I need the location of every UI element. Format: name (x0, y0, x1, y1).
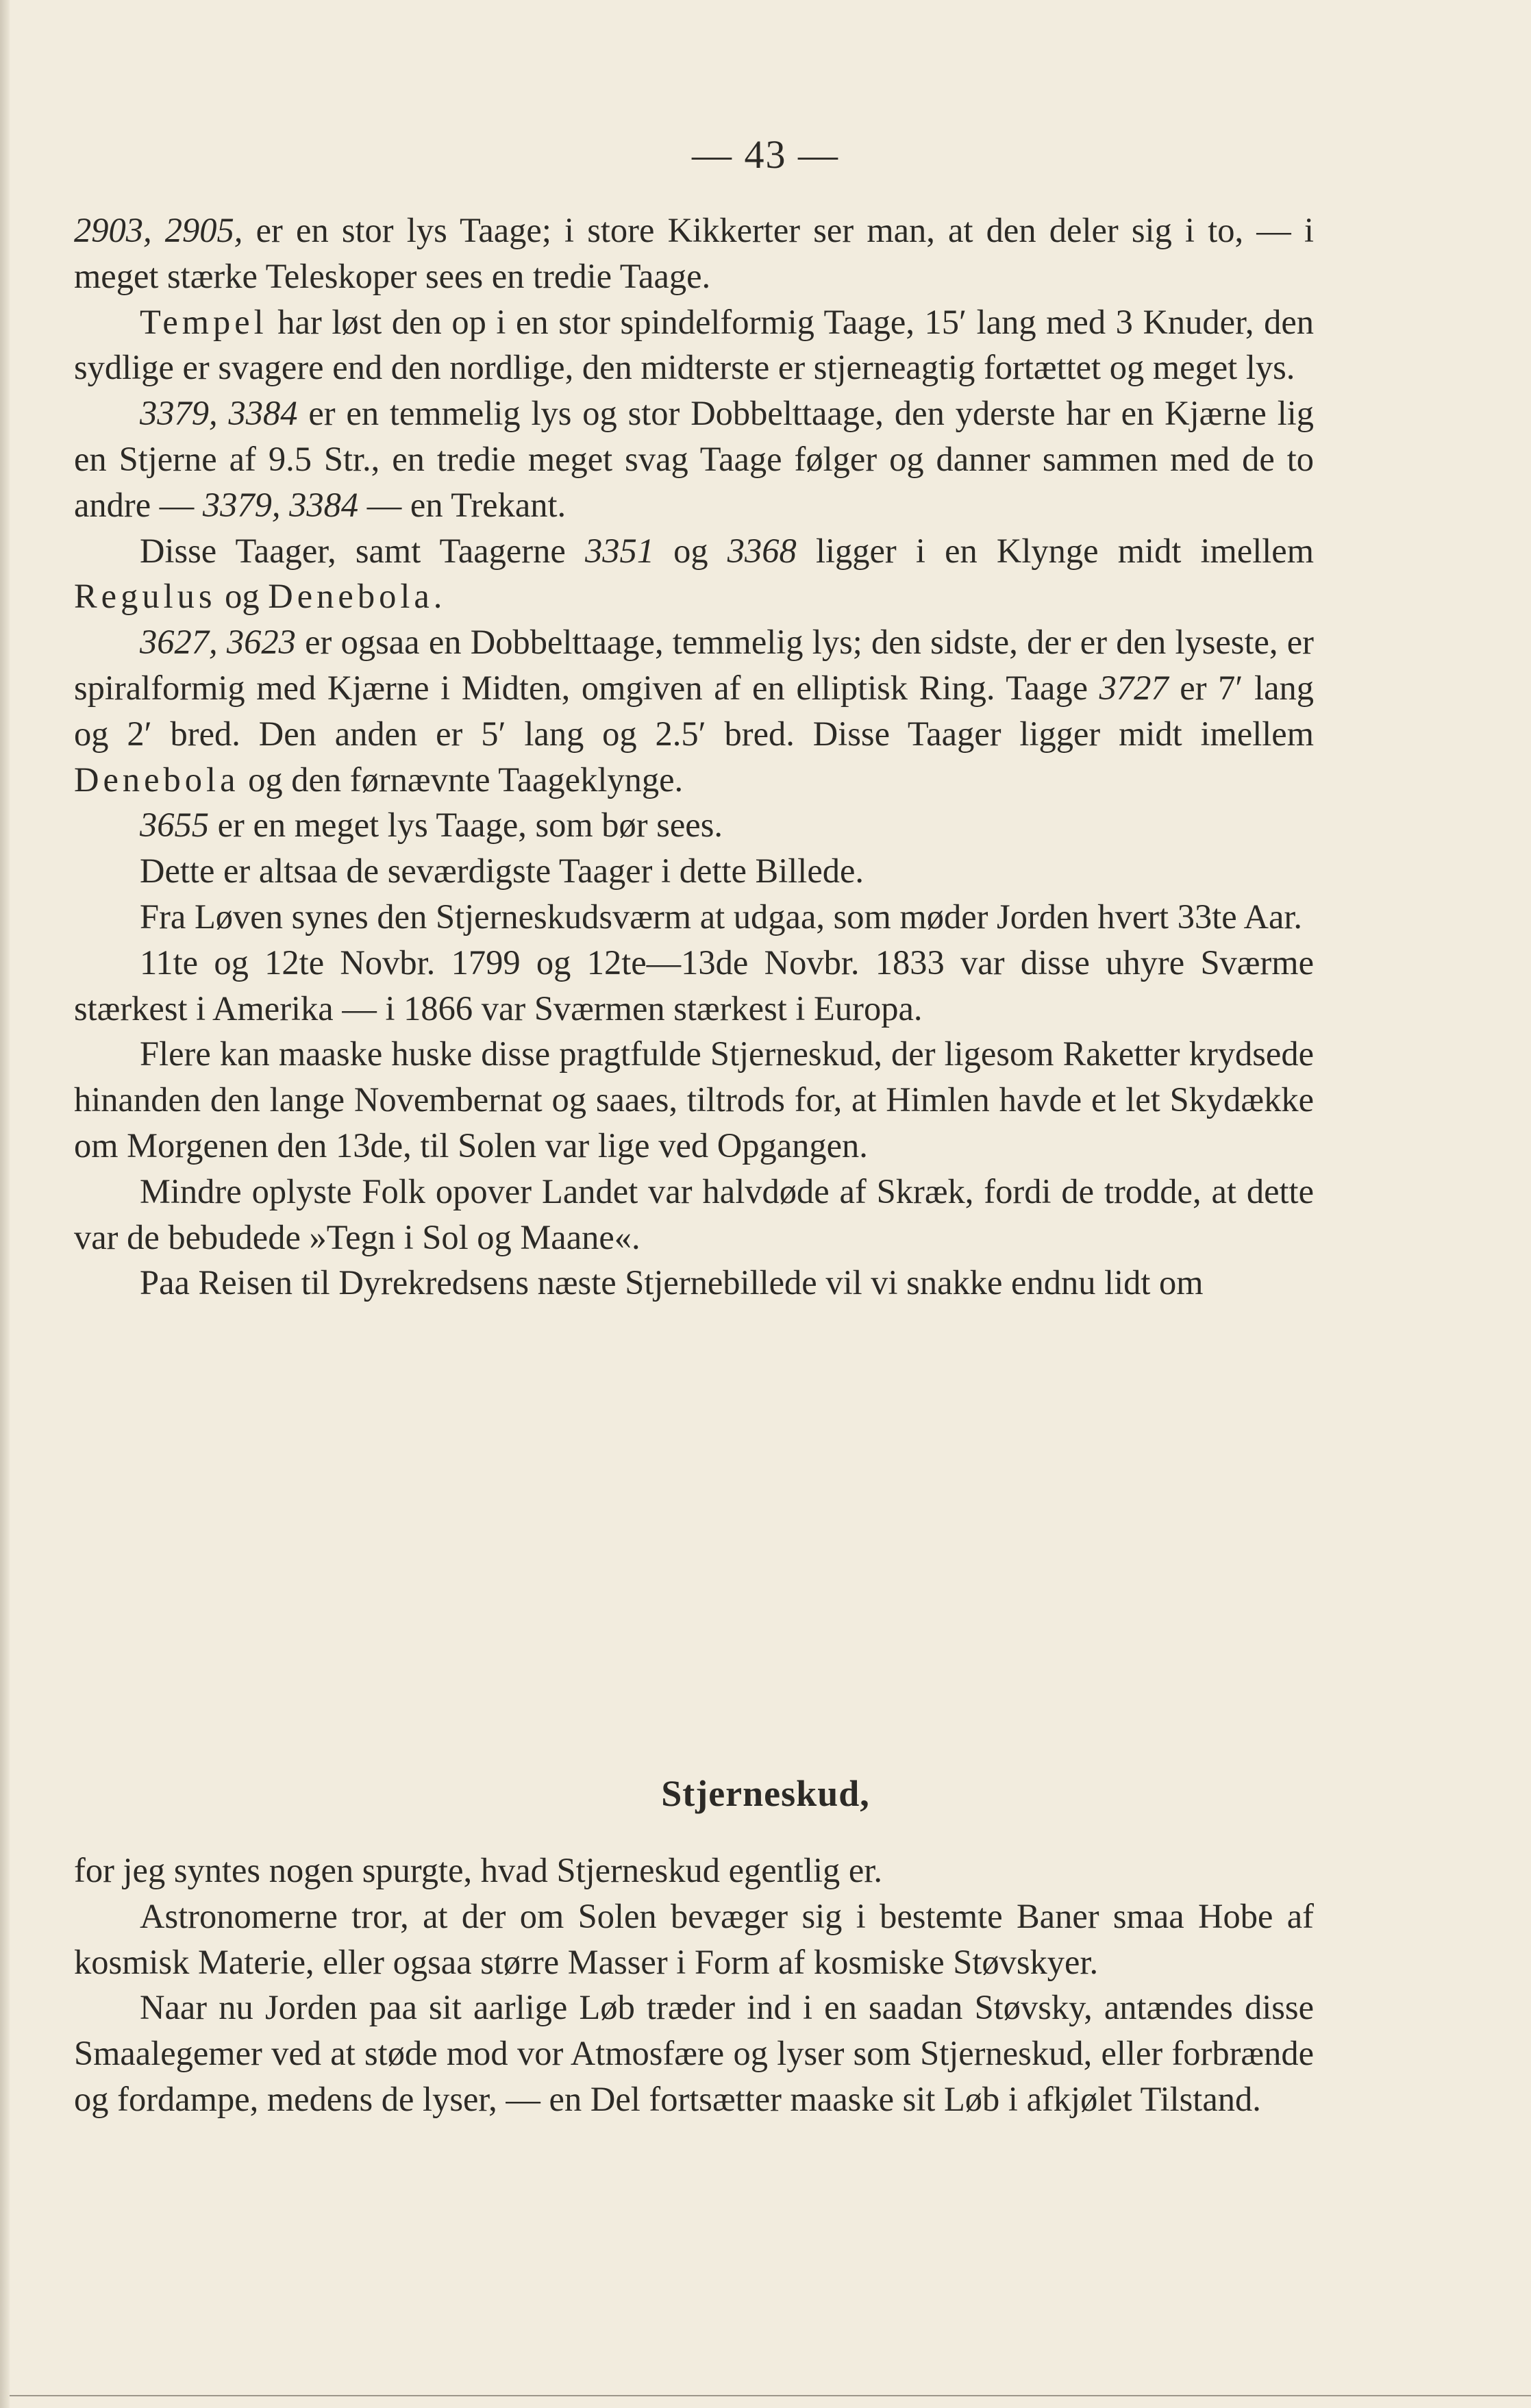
paragraph-10: Flere kan maaske huske disse pragtfulde Stjerneskud, der ligesom Raketter krydsede hinanden den lange Novembernat og saaes, tiltrods for, at Himlen havde et let Skydække om Morgenen den 13de, til Solen var lige ved Opgangen. (74, 1034, 1314, 1165)
paragraph-5 (74, 619, 1314, 802)
catalog-ref: 3351 (584, 531, 654, 570)
page-bottom-rule (10, 2395, 1531, 2396)
catalog-ref: 3727 (1099, 668, 1169, 707)
paragraph-2 (74, 299, 1314, 391)
paragraph-text: er ogsaa en Dobbelttaage, temmelig lys; den sidste, der er den lyseste, er spiralformig med Kjærne i Midten, omgiven af en elliptisk Ring. Taage (74, 623, 1314, 707)
star-name: Denebola (74, 760, 240, 799)
paragraph-13: for jeg syntes nogen spurgte, hvad Stjerneskud egentlig er. (74, 1851, 882, 1889)
paragraph-8: Fra Løven synes den Stjerneskudsværm at udgaa, som møder Jorden hvert 33te Aar. (140, 897, 1303, 936)
paragraph-text: Disse Taager, samt Taagerne (140, 531, 585, 570)
paragraph-7: Dette er altsaa de seværdigste Taager i dette Billede. (140, 852, 864, 891)
section-heading: Stjerneskud, (661, 1773, 870, 1814)
person-name: Tempel (140, 302, 268, 341)
paragraph-text: og (216, 577, 269, 616)
catalog-ref: 2903, 2905, (74, 211, 243, 249)
paragraph-text: er en meget lys Taage, som bør sees. (209, 806, 723, 845)
paragraph-4 (74, 528, 1314, 620)
paragraph-text: . (433, 577, 443, 616)
paragraph-14: Astronomerne tror, at der om Solen bevæger sig i bestemte Baner smaa Hobe af kosmisk Materie, eller ogsaa større Masser i Form af kosmiske Støvskyer. (74, 1896, 1314, 1981)
paragraph-text: er en stor lys Taage; i store Kikkerter ser man, at den deler sig i to, — i meget stærke Teleskoper sees en tredie Taage. (74, 211, 1315, 295)
page-binding-edge (0, 0, 10, 2408)
paragraph-text: ligger i en Klynge midt imellem (796, 531, 1314, 570)
paragraph-text: og (654, 531, 727, 570)
section-shooting-stars-text (74, 1848, 1314, 2122)
star-name: Denebola (268, 577, 434, 616)
paragraph-12: Paa Reisen til Dyrekredsens næste Stjernebillede vil vi snakke endnu lidt om (140, 1263, 1204, 1302)
paragraph-text: er 7′ lang og 2′ bred. Den anden er 5′ lang og 2.5′ bred. Disse Taager ligger midt imellem (74, 668, 1314, 753)
paragraph-text: er en temmelig lys og stor Dobbelttaage, den yderste har en Kjærne lig en Stjerne af 9.5 Str., en tredie meget svag Taage følger og danner sammen med de to andre — (74, 394, 1314, 524)
catalog-ref: 3368 (727, 531, 797, 570)
catalog-ref: 3379, 3384 (140, 394, 298, 433)
paragraph-1 (74, 208, 1314, 299)
paragraph-9: 11te og 12te Novbr. 1799 og 12te—13de Novbr. 1833 var disse uhyre Sværme stærkest i Amerika — i 1866 var Sværmen stærkest i Europa. (74, 943, 1314, 1028)
catalog-ref: 3627, 3623 (140, 623, 296, 662)
paragraph-15: Naar nu Jorden paa sit aarlige Løb træder ind i en saadan Støvsky, antændes disse Smaalegemer ved at støde mod vor Atmosfære og lyser som Stjerneskud, eller forbrænde og fordampe, medens de lyser, — en Del fortsætter maaske sit Løb i afkjølet Tilstand. (74, 1988, 1314, 2118)
section-nebulae-text (74, 208, 1314, 1306)
catalog-ref: 3379, 3384 (202, 485, 359, 524)
page-number: — 43 — (692, 132, 839, 177)
paragraph-text: har løst den op i en stor spindelformig Taage, 15′ lang med 3 Knuder, den sydlige er svagere end den nordlige, den midterste er stjerneagtig fortættet og meget lys. (74, 302, 1314, 387)
paragraph-11: Mindre oplyste Folk opover Landet var halvdøde af Skræk, fordi de trodde, at dette var de bebudede »Tegn i Sol og Maane«. (74, 1171, 1314, 1256)
star-name: Regulus (74, 577, 216, 616)
paragraph-text: — en Trekant. (358, 485, 567, 524)
paragraph-3 (74, 390, 1314, 527)
paragraph-6 (74, 802, 1314, 848)
catalog-ref: 3655 (140, 806, 209, 845)
paragraph-text: og den førnævnte Taageklynge. (239, 760, 684, 799)
